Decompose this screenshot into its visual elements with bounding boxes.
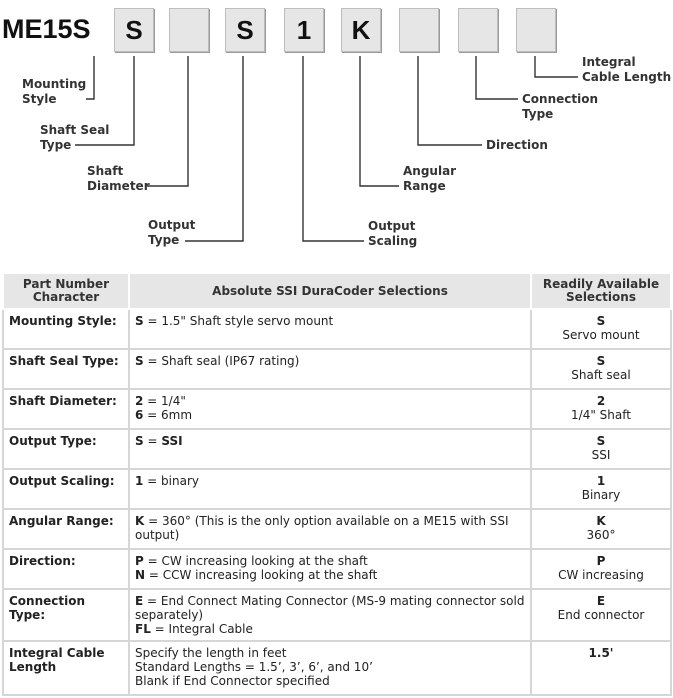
option-text: = 6mm: [143, 408, 193, 422]
option-code: S: [135, 314, 144, 328]
available-code: S: [596, 434, 606, 448]
row-options: [129, 349, 531, 389]
row-available: [531, 589, 671, 641]
row-name: Mounting Style:: [3, 309, 129, 349]
code-box-shaft-diameter: S: [225, 8, 265, 52]
option-code: K: [135, 514, 145, 528]
table-row: [3, 389, 671, 429]
option-text: = CCW increasing looking at the shaft: [145, 568, 378, 582]
header-part-number-character: Part Number Character: [3, 273, 129, 309]
label-connection-type: Connection Type: [522, 92, 599, 121]
row-options: [129, 469, 531, 509]
table-row: [3, 349, 671, 389]
option-text: = 1/4": [143, 394, 186, 408]
part-number-diagram: [0, 0, 673, 270]
row-name: Output Type:: [3, 429, 129, 469]
option-line: [135, 594, 525, 622]
selections-table: [2, 272, 672, 696]
option-line: [135, 646, 525, 660]
option-line: [135, 314, 525, 328]
option-text: Standard Lengths = 1.5’, 3’, 6’, and 10’: [135, 660, 373, 674]
available-description: 1/4" Shaft: [571, 408, 631, 422]
available-code: P: [596, 554, 606, 568]
available-code: 2: [596, 394, 606, 408]
table-row: [3, 509, 671, 549]
available-code: S: [596, 354, 606, 368]
row-available: [531, 549, 671, 589]
available-code: K: [596, 514, 606, 528]
option-line: [135, 408, 525, 422]
option-text: = Integral Cable: [150, 622, 253, 636]
option-line: [135, 622, 525, 636]
label-integral-cable-length: Integral Cable Length: [582, 55, 672, 84]
available-code: E: [596, 594, 606, 608]
available-description: Shaft seal: [571, 368, 631, 382]
row-name: Angular Range:: [3, 509, 129, 549]
row-available: [531, 389, 671, 429]
row-available: [531, 469, 671, 509]
option-text: = 360° (This is the only option available on a ME15 with SSI output): [135, 514, 509, 542]
option-line: [135, 474, 525, 488]
header-selections: Absolute SSI DuraCoder Selections: [129, 273, 531, 309]
label-direction: Direction: [486, 138, 548, 152]
code-box-mounting-style: S: [114, 8, 154, 52]
row-options: [129, 589, 531, 641]
option-text: = binary: [143, 474, 199, 488]
table-row: [3, 549, 671, 589]
available-description: Servo mount: [562, 328, 640, 342]
row-name: Shaft Diameter:: [3, 389, 129, 429]
option-code: 2: [135, 394, 144, 408]
option-code: N: [135, 568, 146, 582]
option-line: [135, 554, 525, 568]
table-body: [3, 309, 671, 695]
available-code: S: [596, 314, 606, 328]
option-line: [135, 434, 525, 448]
row-options: [129, 509, 531, 549]
option-code: S: [135, 434, 144, 448]
option-bold-text: SSI: [161, 434, 183, 448]
option-text: Specify the length in feet: [135, 646, 287, 660]
model-prefix: ME15S: [2, 14, 91, 44]
option-text: = End Connect Mating Connector (MS-9 mating connector sold separately): [135, 594, 525, 622]
table-row: [3, 589, 671, 641]
available-description: End connector: [557, 608, 645, 622]
option-line: [135, 568, 525, 582]
option-code: 1: [135, 474, 144, 488]
row-name: Shaft Seal Type:: [3, 349, 129, 389]
option-text: Blank if End Connector specified: [135, 674, 330, 688]
row-available: [531, 641, 671, 695]
option-line: [135, 660, 525, 674]
row-options: [129, 549, 531, 589]
available-description: CW increasing: [558, 568, 644, 582]
available-code: 1.5': [588, 646, 614, 660]
header-available-selections: Readily Available Selections: [531, 273, 671, 309]
row-available: [531, 309, 671, 349]
option-line: [135, 394, 525, 408]
row-name: Direction:: [3, 549, 129, 589]
option-code: P: [135, 554, 144, 568]
option-line: [135, 674, 525, 688]
option-code: S: [135, 354, 144, 368]
row-name: Connection Type:: [3, 589, 129, 641]
label-shaft-seal-type: Shaft Seal Type: [40, 123, 110, 152]
row-options: [129, 641, 531, 695]
option-text: = 1.5" Shaft style servo mount: [143, 314, 334, 328]
option-code: 6: [135, 408, 144, 422]
available-code: 1: [596, 474, 606, 488]
row-options: [129, 389, 531, 429]
row-name: Integral Cable Length: [3, 641, 129, 695]
label-shaft-diameter: Shaft Diameter: [87, 164, 150, 193]
row-options: [129, 429, 531, 469]
table-row: [3, 309, 671, 349]
label-output-scaling: Output Scaling: [368, 219, 418, 248]
available-description: SSI: [591, 448, 611, 462]
table-row: [3, 469, 671, 509]
label-mounting-style: Mounting Style: [22, 77, 87, 106]
option-line: [135, 514, 525, 542]
code-box-output-type: 1: [284, 8, 324, 52]
table-row: [3, 641, 671, 695]
table-row: [3, 429, 671, 469]
row-available: [531, 429, 671, 469]
table-header-row: [3, 273, 671, 309]
row-available: [531, 509, 671, 549]
row-name: Output Scaling:: [3, 469, 129, 509]
code-box-output-scaling: K: [341, 8, 381, 52]
option-code: E: [135, 594, 144, 608]
label-angular-range: Angular Range: [403, 164, 457, 193]
option-code: FL: [135, 622, 151, 636]
row-options: [129, 309, 531, 349]
option-text: =: [143, 434, 162, 448]
option-text: = CW increasing looking at the shaft: [143, 554, 368, 568]
label-output-type: Output Type: [148, 218, 196, 247]
option-line: [135, 354, 525, 368]
available-description: Binary: [581, 488, 621, 502]
available-description: 360°: [586, 528, 616, 542]
option-text: = Shaft seal (IP67 rating): [143, 354, 300, 368]
row-available: [531, 349, 671, 389]
